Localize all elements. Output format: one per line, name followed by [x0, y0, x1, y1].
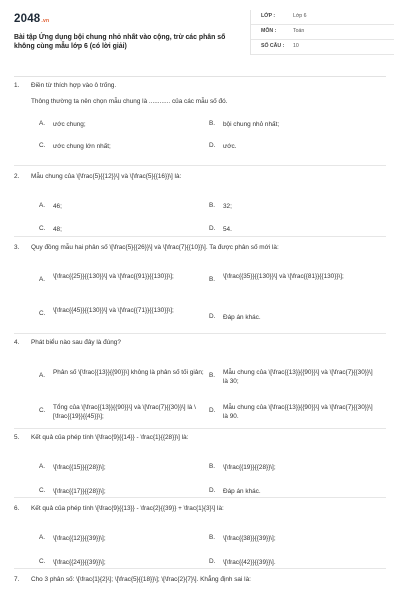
question-number: 6. — [14, 505, 20, 512]
option-text: \[\frac{{42}}{{39}}\]. — [223, 558, 276, 566]
option-text: Phân số \[\frac{{13}}{{90}}\] không là phân số tối giản; — [53, 368, 204, 376]
question-text: Quy đồng mẫu hai phân số \[\frac{5}{{26}}\] và \[\frac{7}{{10}}\]. Ta được phân số mới là: — [31, 244, 279, 251]
meta-label: MÔN : — [261, 28, 277, 35]
option-c[interactable] — [39, 558, 199, 567]
options — [31, 514, 386, 566]
option-letter: B. — [209, 275, 216, 283]
question-divider — [14, 236, 386, 237]
option-letter: D. — [209, 142, 216, 150]
question-number: 4. — [14, 339, 20, 346]
question-number: 2. — [14, 173, 20, 180]
option-d[interactable] — [209, 225, 369, 234]
option-text: ước chung; — [53, 121, 86, 129]
document-title: Bài tập Ứng dụng bội chung nhỏ nhất vào cộng, trừ các phân số không cùng mẫu lớp 6 (có lời giải) — [14, 33, 226, 50]
option-letter: A. — [39, 462, 46, 470]
option-letter: B. — [209, 533, 216, 541]
logo-main: 2048 — [14, 13, 41, 25]
question-2 — [14, 173, 386, 233]
question-text: Kết quả của phép tính \[\frac{9}{{14}} - \frac{1}{{28}}\] là: — [31, 434, 189, 441]
option-b[interactable] — [209, 120, 369, 129]
option-d[interactable] — [209, 403, 375, 422]
question-divider — [14, 497, 386, 498]
option-a[interactable] — [39, 534, 199, 543]
question-text: Cho 3 phân số: \[\frac{1}{2}\]; \[\frac{5}{{18}}\]; \[\frac{2}{7}\]. Khẳng định sai là: — [31, 576, 251, 583]
meta-row-subject — [251, 25, 394, 40]
meta-value: 10 — [293, 43, 299, 50]
question-5 — [14, 434, 386, 495]
question-6 — [14, 505, 386, 566]
option-letter: D. — [209, 406, 216, 414]
option-b[interactable] — [209, 202, 369, 211]
option-letter: C. — [39, 224, 46, 232]
option-text: Đáp án khác. — [223, 487, 261, 495]
option-text: \[\frac{{25}}{{130}}\] và \[\frac{{91}}{{130}}\]; — [53, 272, 174, 280]
option-text: 48; — [53, 225, 62, 233]
option-letter: C. — [39, 142, 46, 150]
logo-sub: .vn — [41, 18, 50, 24]
option-text: 32; — [223, 202, 232, 210]
option-text: Đáp án khác. — [223, 313, 261, 321]
option-c[interactable] — [39, 306, 203, 319]
worksheet-header — [14, 10, 386, 68]
option-letter: A. — [39, 371, 46, 379]
option-b[interactable] — [209, 368, 375, 387]
header-divider — [14, 76, 386, 77]
option-text: Tổng của \[\frac{{13}}{{90}}\] và \[\frac{7}{{30}}\] là \[\frac{{19}}{{45}}\]; — [53, 403, 196, 420]
header-left — [14, 10, 246, 68]
option-text: bội chung nhỏ nhất; — [223, 121, 280, 129]
question-divider — [14, 165, 386, 166]
meta-row-count — [251, 40, 394, 55]
option-letter: C. — [39, 557, 46, 565]
option-text: Mẫu chung của \[\frac{{13}}{{90}}\] và \[\frac{7}{{30}}\] là 30; — [223, 368, 373, 385]
option-text: 46; — [53, 202, 62, 210]
option-text: \[\frac{{17}}{{28}}\]; — [53, 487, 106, 495]
question-text: Mẫu chung của \[\frac{5}{{12}}\] và \[\frac{5}{{16}}\] là: — [31, 173, 182, 180]
option-letter: A. — [39, 533, 46, 541]
question-divider — [14, 333, 386, 334]
option-text: \[\frac{{24}}{{39}}\]; — [53, 558, 106, 566]
option-d[interactable] — [209, 558, 369, 567]
option-letter: A. — [39, 275, 46, 283]
option-d[interactable] — [209, 313, 373, 322]
options — [31, 348, 386, 418]
option-text: \[\frac{{45}}{{130}}\] và \[\frac{{71}}{{130}}\]; — [53, 306, 174, 314]
question-text: Kết quả của phép tính \[\frac{9}{{13}} - \frac{2}{{39}} + \frac{1}{3}\] là: — [31, 505, 224, 512]
question-text: Phát biểu nào sau đây là đúng? — [31, 339, 121, 346]
option-letter: D. — [209, 557, 216, 565]
option-text: \[\frac{{12}}{{39}}\]; — [53, 534, 106, 542]
question-number: 7. — [14, 576, 20, 583]
option-b[interactable] — [209, 463, 369, 472]
option-text: 54. — [223, 225, 232, 233]
meta-row-grade — [251, 10, 394, 25]
option-text: ước. — [223, 143, 237, 151]
question-4 — [14, 339, 386, 418]
meta-value: Toán — [293, 28, 305, 35]
option-c[interactable] — [39, 142, 199, 151]
site-logo[interactable] — [14, 12, 246, 28]
options — [31, 106, 386, 150]
option-letter: C. — [39, 406, 46, 414]
options — [31, 443, 386, 495]
option-letter: B. — [209, 371, 216, 379]
question-3 — [14, 244, 386, 323]
option-letter: C. — [39, 309, 46, 317]
option-b[interactable] — [209, 534, 369, 543]
option-c[interactable] — [39, 487, 199, 496]
option-a[interactable] — [39, 120, 199, 129]
options — [31, 182, 386, 233]
question-number: 3. — [14, 244, 20, 251]
question-divider — [14, 568, 386, 569]
option-letter: A. — [39, 201, 46, 209]
option-text: \[\frac{{19}}{{28}}\]; — [223, 463, 276, 471]
option-a[interactable] — [39, 463, 199, 472]
option-b[interactable] — [209, 272, 373, 285]
question-text: Điền từ thích hợp vào ô trống. — [31, 82, 117, 89]
question-divider — [14, 428, 386, 429]
option-letter: D. — [209, 224, 216, 232]
option-c[interactable] — [39, 225, 199, 234]
option-text: \[\frac{{38}}{{39}}\]; — [223, 534, 276, 542]
option-a[interactable] — [39, 272, 203, 285]
options — [31, 253, 386, 323]
option-text: \[\frac{{35}}{{130}}\] và \[\frac{{81}}{{130}}\]; — [223, 272, 344, 280]
meta-label: LỚP : — [261, 13, 276, 20]
question-subtext: Thông thường ta nên chọn mẫu chung là ............ của các mẫu số đó. — [31, 97, 228, 105]
option-letter: B. — [209, 201, 216, 209]
meta-table — [250, 10, 394, 55]
option-letter: B. — [209, 120, 216, 128]
option-text: Mẫu chung của \[\frac{{13}}{{90}}\] và \[\frac{7}{{30}}\] là 90. — [223, 403, 373, 420]
option-d[interactable] — [209, 142, 369, 151]
option-letter: C. — [39, 486, 46, 494]
option-letter: A. — [39, 120, 46, 128]
meta-value: Lớp 6 — [293, 13, 307, 20]
option-letter: B. — [209, 462, 216, 470]
question-number: 1. — [14, 82, 20, 89]
option-c[interactable] — [39, 403, 205, 422]
option-a[interactable] — [39, 368, 205, 381]
option-a[interactable] — [39, 202, 199, 211]
question-number: 5. — [14, 434, 20, 441]
option-letter: D. — [209, 312, 216, 320]
option-d[interactable] — [209, 487, 369, 496]
meta-label: SỐ CÂU : — [261, 43, 285, 50]
option-text: ước chung lớn nhất; — [53, 143, 111, 151]
option-letter: D. — [209, 486, 216, 494]
question-7 — [14, 576, 386, 585]
option-text: \[\frac{{15}}{{28}}\]; — [53, 463, 106, 471]
question-1 — [14, 82, 386, 150]
